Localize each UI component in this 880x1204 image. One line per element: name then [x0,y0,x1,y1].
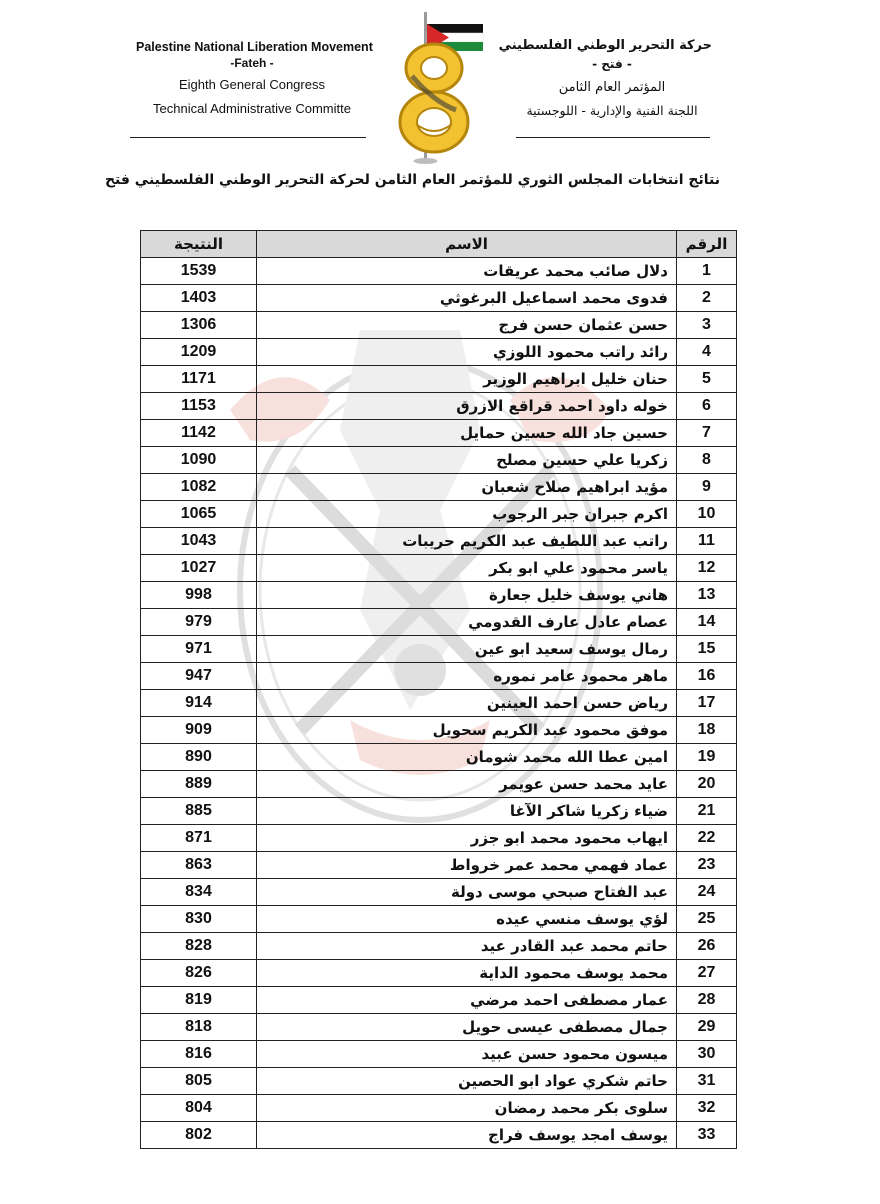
rank-cell: 17 [677,690,737,717]
results-table [140,230,737,1149]
org-short-ar: - فتح - [592,57,632,71]
table-row [141,1068,737,1095]
name-cell: رمال يوسف سعيد ابو عين [257,636,677,663]
result-cell: 828 [141,933,257,960]
table-row [141,501,737,528]
table-row [141,258,737,285]
table-row [141,393,737,420]
name-cell: عايد محمد حسن عويمر [257,771,677,798]
name-cell: ميسون محمود حسن عبيد [257,1041,677,1068]
name-cell: ايهاب محمود محمد ابو جزر [257,825,677,852]
result-cell: 804 [141,1095,257,1122]
name-cell: اكرم جبران جبر الرجوب [257,501,677,528]
table-row [141,312,737,339]
table-row [141,879,737,906]
rank-cell: 8 [677,447,737,474]
result-cell: 947 [141,663,257,690]
table-row [141,582,737,609]
rank-cell: 15 [677,636,737,663]
result-cell: 1539 [141,258,257,285]
table-row [141,906,737,933]
rank-cell: 32 [677,1095,737,1122]
rank-cell: 16 [677,663,737,690]
table-row [141,798,737,825]
header-english [136,38,373,121]
name-cell: مؤيد ابراهيم صلاح شعبان [257,474,677,501]
table-row [141,447,737,474]
table-row [141,1041,737,1068]
name-cell: عماد فهمي محمد عمر خرواط [257,852,677,879]
result-cell: 863 [141,852,257,879]
result-cell: 1306 [141,312,257,339]
result-cell: 871 [141,825,257,852]
table-row [141,744,737,771]
result-cell: 889 [141,771,257,798]
name-cell: حسن عثمان حسن فرج [257,312,677,339]
table-row [141,663,737,690]
result-cell: 1171 [141,366,257,393]
rank-cell: 31 [677,1068,737,1095]
name-cell: فدوى محمد اسماعيل البرغوثي [257,285,677,312]
name-cell: ياسر محمود علي ابو بكر [257,555,677,582]
header-divider-right [516,137,710,138]
document-title: نتائج انتخابات المجلس الثوري للمؤتمر العام الثامن لحركة التحرير الوطني الفلسطيني فتح [104,172,720,188]
name-cell: زكريا علي حسين مصلح [257,447,677,474]
result-cell: 914 [141,690,257,717]
rank-cell: 10 [677,501,737,528]
result-cell: 1082 [141,474,257,501]
name-cell: لؤي يوسف منسي عيده [257,906,677,933]
rank-cell: 6 [677,393,737,420]
table-row [141,636,737,663]
rank-cell: 11 [677,528,737,555]
rank-cell: 29 [677,1014,737,1041]
name-cell: ضياء زكريا شاكر الآغا [257,798,677,825]
result-cell: 826 [141,960,257,987]
result-cell: 1027 [141,555,257,582]
name-cell: رياض حسن احمد العينين [257,690,677,717]
result-cell: 885 [141,798,257,825]
result-cell: 805 [141,1068,257,1095]
table-row [141,852,737,879]
rank-cell: 9 [677,474,737,501]
header-divider-left [130,137,366,138]
header-result: النتيجة [141,231,257,258]
table-row [141,285,737,312]
rank-cell: 4 [677,339,737,366]
table-row [141,366,737,393]
rank-cell: 27 [677,960,737,987]
rank-cell: 2 [677,285,737,312]
table-row [141,960,737,987]
table-row [141,474,737,501]
rank-cell: 22 [677,825,737,852]
org-short-en: -Fateh - [230,56,274,70]
name-cell: امين عطا الله محمد شومان [257,744,677,771]
committee-ar: اللجنة الفنية والإدارية - اللوجستية [526,103,698,118]
rank-cell: 30 [677,1041,737,1068]
result-cell: 1403 [141,285,257,312]
result-cell: 830 [141,906,257,933]
result-cell: 1209 [141,339,257,366]
result-cell: 818 [141,1014,257,1041]
result-cell: 1153 [141,393,257,420]
table-row [141,555,737,582]
committee-en: Technical Administrative Committe [153,101,351,116]
rank-cell: 5 [677,366,737,393]
table-row [141,1095,737,1122]
table-row [141,825,737,852]
rank-cell: 12 [677,555,737,582]
rank-cell: 21 [677,798,737,825]
result-cell: 834 [141,879,257,906]
table-row [141,690,737,717]
header-name: الاسم [257,231,677,258]
table-row [141,609,737,636]
name-cell: يوسف امجد يوسف فراج [257,1122,677,1149]
table-row [141,987,737,1014]
rank-cell: 3 [677,312,737,339]
rank-cell: 18 [677,717,737,744]
name-cell: ماهر محمود عامر نموره [257,663,677,690]
name-cell: عبد الفتاح صبحي موسى دولة [257,879,677,906]
rank-cell: 28 [677,987,737,1014]
rank-cell: 7 [677,420,737,447]
table-row [141,717,737,744]
name-cell: دلال صائب محمد عريقات [257,258,677,285]
name-cell: حسين جاد الله حسين حمايل [257,420,677,447]
org-name-en: Palestine National Liberation Movement [136,40,373,54]
name-cell: خوله داود احمد قراقع الازرق [257,393,677,420]
org-name-ar: حركة التحرير الوطني الفلسطيني [498,38,712,53]
congress-en: Eighth General Congress [179,77,325,92]
rank-cell: 1 [677,258,737,285]
result-cell: 1142 [141,420,257,447]
table-row [141,933,737,960]
rank-cell: 14 [677,609,737,636]
eighth-congress-emblem-icon [376,6,492,166]
rank-cell: 26 [677,933,737,960]
table-row [141,771,737,798]
name-cell: عصام عادل عارف القدومي [257,609,677,636]
result-cell: 909 [141,717,257,744]
result-cell: 998 [141,582,257,609]
table-row [141,420,737,447]
result-cell: 979 [141,609,257,636]
name-cell: حاتم محمد عبد القادر عيد [257,933,677,960]
table-row [141,528,737,555]
name-cell: حنان خليل ابراهيم الوزير [257,366,677,393]
header-arabic [498,36,712,122]
result-cell: 819 [141,987,257,1014]
rank-cell: 23 [677,852,737,879]
table-row [141,1122,737,1149]
name-cell: راتب عبد اللطيف عبد الكريم حريبات [257,528,677,555]
name-cell: سلوى بكر محمد رمضان [257,1095,677,1122]
name-cell: جمال مصطفى عيسى حويل [257,1014,677,1041]
rank-cell: 33 [677,1122,737,1149]
result-cell: 802 [141,1122,257,1149]
name-cell: محمد يوسف محمود الداية [257,960,677,987]
rank-cell: 25 [677,906,737,933]
result-cell: 816 [141,1041,257,1068]
result-cell: 1065 [141,501,257,528]
rank-cell: 20 [677,771,737,798]
table-header-row [141,231,737,258]
rank-cell: 24 [677,879,737,906]
name-cell: رائد راتب محمود اللوزي [257,339,677,366]
header-rank: الرقم [677,231,737,258]
table-row [141,1014,737,1041]
result-cell: 1090 [141,447,257,474]
rank-cell: 19 [677,744,737,771]
name-cell: هاني يوسف خليل جعارة [257,582,677,609]
name-cell: حاتم شكري عواد ابو الحصين [257,1068,677,1095]
result-cell: 890 [141,744,257,771]
rank-cell: 13 [677,582,737,609]
congress-ar: المؤتمر العام الثامن [558,80,666,95]
table-row [141,339,737,366]
result-cell: 1043 [141,528,257,555]
result-cell: 971 [141,636,257,663]
name-cell: موفق محمود عبد الكريم سحويل [257,717,677,744]
name-cell: عمار مصطفى احمد مرضي [257,987,677,1014]
